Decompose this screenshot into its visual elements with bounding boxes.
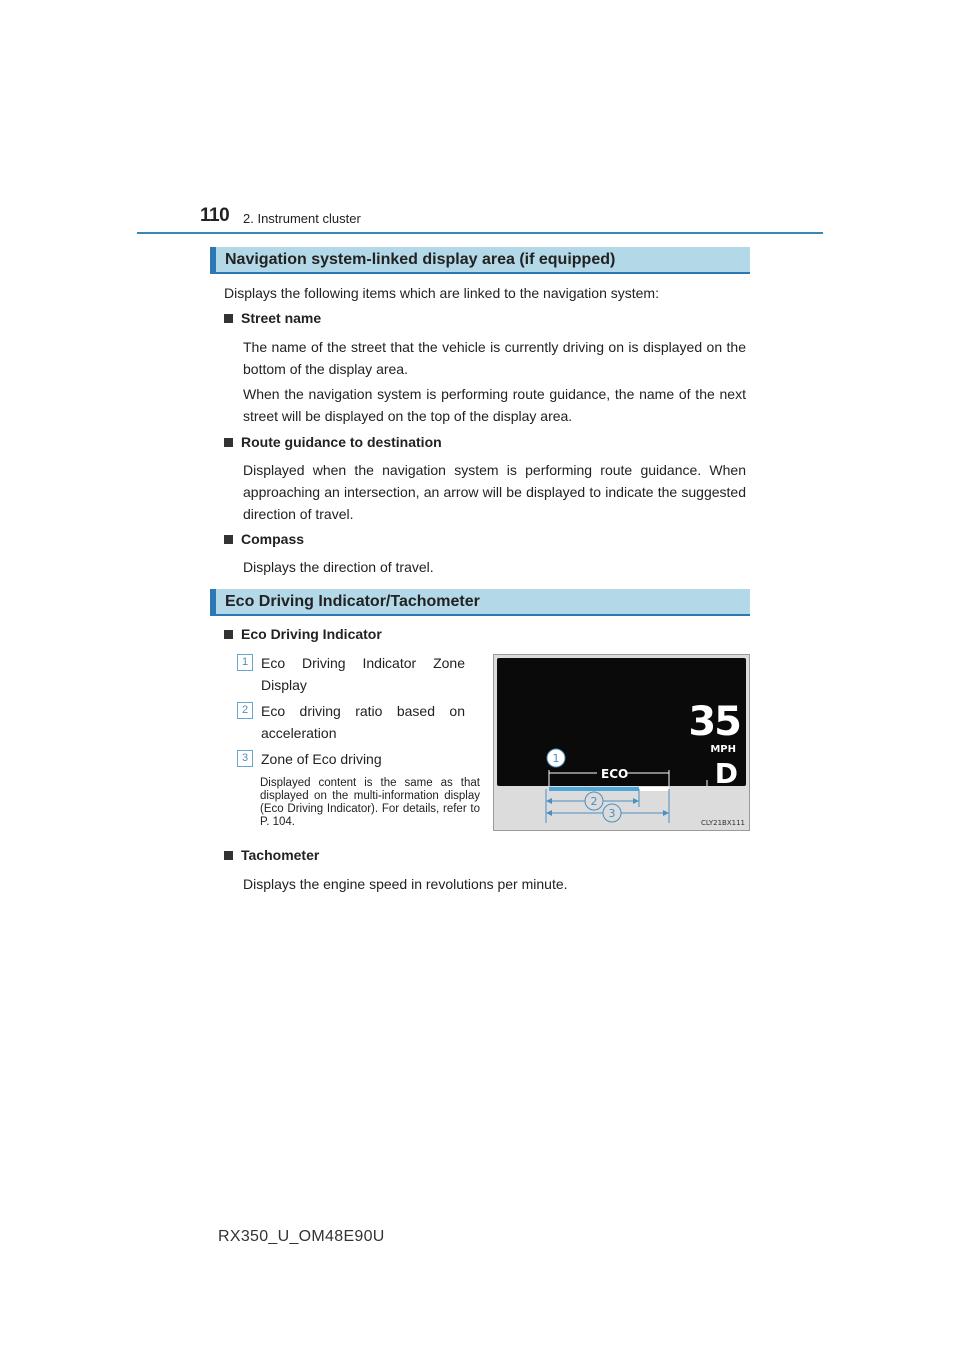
bullet-square-icon (224, 314, 233, 323)
intro-text: Displays the following items which are linked to the navigation system: (224, 285, 659, 301)
speed-value: 35 (688, 699, 740, 745)
marker-1: 1 (552, 752, 560, 765)
marker-2: 2 (590, 795, 598, 808)
callout-text-1: Eco Driving Indicator Zone Display (261, 655, 465, 693)
section-title: Eco Driving Indicator/Tachometer (225, 593, 480, 610)
eco-label: ECO (601, 767, 629, 781)
paragraph: Displays the direction of travel. (243, 559, 434, 575)
bullet-heading-street-name: Street name (224, 310, 321, 326)
section-title: Navigation system-linked display area (if equipped) (225, 251, 616, 268)
section-heading-eco-tachometer (210, 589, 750, 616)
figure-annotations (494, 655, 750, 831)
figure-code: CLY21BX111 (701, 819, 745, 827)
bullet-square-icon (224, 535, 233, 544)
note-text: Displayed content is the same as that displayed on the multi-information display (Eco Driving Indicator). For details, refer to P. 104. (260, 777, 480, 828)
model-code: RX350_U_OM48E90U (218, 1228, 385, 1245)
marker-3: 3 (608, 807, 616, 820)
callout-number-2: 2 (237, 702, 253, 719)
eco-bar-fill (549, 787, 639, 791)
bullet-heading-compass: Compass (224, 531, 304, 547)
chapter-title: 2. Instrument cluster (243, 211, 361, 226)
bullet-heading-eco-driving-indicator: Eco Driving Indicator (224, 626, 382, 642)
section-heading-navigation (210, 247, 750, 274)
gear-indicator: D (714, 757, 738, 790)
bullet-square-icon (224, 630, 233, 639)
paragraph: When the navigation system is performing route guidance, the name of the next street will be displayed on the top of the display area. (243, 386, 746, 424)
header-rule (137, 232, 823, 234)
callout-number-3: 3 (237, 750, 253, 767)
bullet-heading-tachometer: Tachometer (224, 847, 319, 863)
speed-unit: MPH (710, 744, 736, 755)
page-number: 110 (200, 205, 230, 226)
callout-text-3: Zone of Eco driving (261, 751, 382, 767)
bullet-square-icon (224, 438, 233, 447)
bullet-heading-route-guidance: Route guidance to destination (224, 434, 442, 450)
paragraph: Displays the engine speed in revolutions per minute. (243, 876, 568, 892)
callout-number-1: 1 (237, 654, 253, 671)
paragraph: Displayed when the navigation system is performing route guidance. When approaching an intersection, an arrow will be displayed to indicate the suggested direction of travel. (243, 462, 746, 522)
callout-text-2: Eco driving ratio based on acceleration (261, 703, 465, 741)
eco-indicator-illustration (493, 654, 750, 831)
paragraph: The name of the street that the vehicle is currently driving on is displayed on the bottom of the display area. (243, 339, 746, 377)
bullet-square-icon (224, 851, 233, 860)
